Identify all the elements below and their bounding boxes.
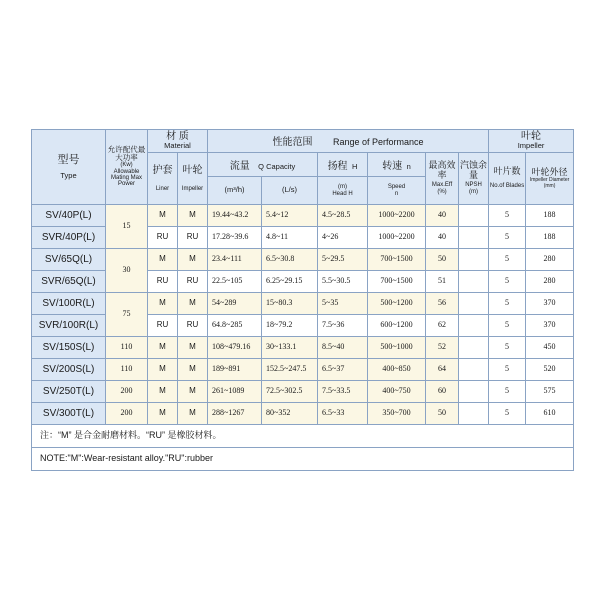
npsh-header [459, 153, 489, 205]
impeller-header [178, 153, 208, 205]
power-cell: 75 [106, 293, 148, 337]
performance-header-en: Range of Performance [332, 137, 424, 148]
flow-m3h-cell: 22.5~105 [208, 271, 262, 293]
speed-cell: 1000~2200 [368, 227, 426, 249]
diameter-cell: 520 [526, 359, 574, 381]
blades-cell: 5 [489, 293, 526, 315]
head-cell: 8.5~40 [318, 337, 368, 359]
blades-cell: 5 [489, 403, 526, 425]
diameter-header-en: Impeller Diameter (mm) [529, 177, 570, 189]
table-row [32, 381, 574, 403]
liner-cell: M [148, 381, 178, 403]
note-cn: 注：“M” 是合金耐磨材料。“RU” 是橡胶材料。 [32, 425, 574, 448]
eff-cell: 60 [426, 381, 459, 403]
flow-m3h-cell: 108~479.16 [208, 337, 262, 359]
blades-header-cn: 叶片数 [493, 166, 521, 177]
blades-cell: 5 [489, 337, 526, 359]
blades-cell: 5 [489, 359, 526, 381]
npsh-cell [459, 381, 489, 403]
npsh-cell [459, 249, 489, 271]
speed-cell: 400~850 [368, 359, 426, 381]
eff-cell: 40 [426, 227, 459, 249]
power-cell: 30 [106, 249, 148, 293]
type-cell: SV/40P(L) [32, 205, 106, 227]
speed-unit-cell [368, 177, 426, 205]
speed-cell: 600~1200 [368, 315, 426, 337]
speed-header-cn: 转速 [382, 160, 403, 172]
type-header [32, 130, 106, 205]
blades-cell: 5 [489, 271, 526, 293]
speed-cell: 500~1200 [368, 293, 426, 315]
eff-header [426, 153, 459, 205]
type-cell: SV/300T(L) [32, 403, 106, 425]
flow-ls-cell: 18~79.2 [262, 315, 318, 337]
diameter-cell: 280 [526, 249, 574, 271]
diameter-cell: 280 [526, 271, 574, 293]
npsh-cell [459, 315, 489, 337]
diameter-cell: 610 [526, 403, 574, 425]
head-header [318, 153, 368, 177]
blades-cell: 5 [489, 227, 526, 249]
table-row [32, 293, 574, 315]
liner-cell: RU [148, 227, 178, 249]
material-header [148, 130, 208, 153]
type-header-en: Type [60, 170, 77, 180]
impeller-cell: M [178, 337, 208, 359]
flow-ls-cell: 152.5~247.5 [262, 359, 318, 381]
speed-unit: n [394, 190, 399, 197]
eff-header-cn: 最高效率 [428, 160, 456, 180]
diameter-cell: 188 [526, 227, 574, 249]
impeller-cell: M [178, 403, 208, 425]
liner-cell: M [148, 403, 178, 425]
type-cell: SV/100R(L) [32, 293, 106, 315]
impeller-cell: M [178, 205, 208, 227]
speed-header [368, 153, 426, 177]
npsh-header-unit: (m) [469, 188, 479, 195]
type-cell: SV/65Q(L) [32, 249, 106, 271]
liner-header-cn: 护套 [152, 164, 173, 176]
diameter-cell: 450 [526, 337, 574, 359]
power-header-en: Allowable Mating Max Power [110, 168, 142, 188]
head-cell: 5~35 [318, 293, 368, 315]
diameter-cell: 370 [526, 315, 574, 337]
speed-header-sym: n [406, 161, 411, 171]
speed-unit-en: Speed [387, 183, 406, 190]
blades-cell: 5 [489, 205, 526, 227]
impeller-cell: RU [178, 271, 208, 293]
power-header-cn: 允许配代最大功率 [107, 145, 146, 163]
table-row [32, 205, 574, 227]
type-cell: SV/150S(L) [32, 337, 106, 359]
speed-cell: 400~750 [368, 381, 426, 403]
power-cell: 110 [106, 359, 148, 381]
diameter-cell: 575 [526, 381, 574, 403]
impeller-header-en: Impeller [181, 185, 204, 192]
head-unit: (m) [338, 183, 347, 190]
liner-cell: M [148, 359, 178, 381]
flow-header-cn: 流量 [229, 160, 250, 172]
eff-header-en: Max.Eff [431, 182, 453, 189]
blades-cell: 5 [489, 315, 526, 337]
table-row [32, 249, 574, 271]
type-cell: SVR/65Q(L) [32, 271, 106, 293]
flow-ls-cell: 80~352 [262, 403, 318, 425]
impeller-header-cn: 叶轮 [182, 164, 203, 176]
flow-unit-ls: (L/s) [262, 177, 318, 205]
liner-cell: M [148, 293, 178, 315]
diameter-header-cn: 叶轮外径 [531, 166, 568, 177]
table-row [32, 337, 574, 359]
impeller-group-cn: 叶轮 [521, 131, 542, 143]
npsh-cell [459, 359, 489, 381]
power-header-unit: (Kw) [120, 162, 133, 169]
liner-cell: RU [148, 315, 178, 337]
head-cell: 6.5~37 [318, 359, 368, 381]
flow-ls-cell: 5.4~12 [262, 205, 318, 227]
type-cell: SV/250T(L) [32, 381, 106, 403]
power-header [106, 130, 148, 205]
blades-cell: 5 [489, 249, 526, 271]
performance-header-cn: 性能范围 [272, 137, 313, 149]
diameter-header [526, 153, 574, 205]
flow-header-en: Q Capacity [258, 161, 296, 171]
impeller-cell: M [178, 249, 208, 271]
npsh-cell [459, 337, 489, 359]
head-cell: 5~29.5 [318, 249, 368, 271]
npsh-cell [459, 293, 489, 315]
notes-row-en [32, 448, 574, 471]
flow-m3h-cell: 23.4~111 [208, 249, 262, 271]
head-unit-en: Head H [332, 190, 353, 197]
speed-cell: 1000~2200 [368, 205, 426, 227]
flow-ls-cell: 6.25~29.15 [262, 271, 318, 293]
impeller-group-header [489, 130, 574, 153]
eff-cell: 50 [426, 249, 459, 271]
note-en: NOTE:"M":Wear-resistant alloy."RU":rubber [32, 448, 574, 471]
eff-cell: 51 [426, 271, 459, 293]
table-row [32, 359, 574, 381]
liner-cell: RU [148, 271, 178, 293]
eff-header-unit: (%) [437, 188, 447, 195]
impeller-cell: M [178, 293, 208, 315]
eff-cell: 56 [426, 293, 459, 315]
npsh-cell [459, 227, 489, 249]
npsh-cell [459, 205, 489, 227]
flow-m3h-cell: 54~289 [208, 293, 262, 315]
material-header-en: Material [164, 141, 191, 151]
type-header-cn: 型号 [57, 153, 80, 166]
npsh-header-en: NPSH [465, 182, 482, 189]
head-cell: 4~26 [318, 227, 368, 249]
flow-ls-cell: 30~133.1 [262, 337, 318, 359]
power-cell: 15 [106, 205, 148, 249]
impeller-cell: M [178, 381, 208, 403]
impeller-group-en: Impeller [517, 141, 545, 151]
flow-m3h-cell: 189~891 [208, 359, 262, 381]
impeller-cell: M [178, 359, 208, 381]
material-header-cn: 材 质 [166, 131, 189, 143]
flow-unit-m3h: (m³/h) [208, 177, 262, 205]
type-cell: SVR/100R(L) [32, 315, 106, 337]
head-unit-cell [318, 177, 368, 205]
eff-cell: 50 [426, 403, 459, 425]
flow-ls-cell: 4.8~11 [262, 227, 318, 249]
flow-ls-cell: 6.5~30.8 [262, 249, 318, 271]
eff-cell: 52 [426, 337, 459, 359]
liner-cell: M [148, 249, 178, 271]
impeller-cell: RU [178, 227, 208, 249]
liner-header-en: Liner [155, 185, 170, 192]
flow-header [208, 153, 318, 177]
liner-cell: M [148, 205, 178, 227]
eff-cell: 40 [426, 205, 459, 227]
flow-m3h-cell: 261~1089 [208, 381, 262, 403]
notes-row-cn [32, 425, 574, 448]
flow-m3h-cell: 17.28~39.6 [208, 227, 262, 249]
type-cell: SVR/40P(L) [32, 227, 106, 249]
type-cell: SV/200S(L) [32, 359, 106, 381]
head-header-sym: H [352, 161, 358, 171]
power-cell: 200 [106, 403, 148, 425]
flow-m3h-cell: 288~1267 [208, 403, 262, 425]
performance-table [31, 129, 574, 471]
speed-cell: 350~700 [368, 403, 426, 425]
blades-cell: 5 [489, 381, 526, 403]
performance-header [208, 130, 489, 153]
diameter-cell: 370 [526, 293, 574, 315]
power-cell: 110 [106, 337, 148, 359]
flow-m3h-cell: 64.8~285 [208, 315, 262, 337]
speed-cell: 700~1500 [368, 249, 426, 271]
blades-header-en: No.of Blades [489, 183, 525, 190]
liner-header [148, 153, 178, 205]
speed-cell: 500~1000 [368, 337, 426, 359]
head-cell: 7.5~33.5 [318, 381, 368, 403]
impeller-cell: RU [178, 315, 208, 337]
flow-ls-cell: 72.5~302.5 [262, 381, 318, 403]
flow-m3h-cell: 19.44~43.2 [208, 205, 262, 227]
npsh-header-cn: 汽蚀余量 [460, 160, 488, 180]
head-cell: 6.5~33 [318, 403, 368, 425]
eff-cell: 64 [426, 359, 459, 381]
head-cell: 7.5~36 [318, 315, 368, 337]
blades-header [489, 153, 526, 205]
head-cell: 4.5~28.5 [318, 205, 368, 227]
head-cell: 5.5~30.5 [318, 271, 368, 293]
diameter-cell: 188 [526, 205, 574, 227]
npsh-cell [459, 271, 489, 293]
power-cell: 200 [106, 381, 148, 403]
liner-cell: M [148, 337, 178, 359]
npsh-cell [459, 403, 489, 425]
speed-cell: 700~1500 [368, 271, 426, 293]
eff-cell: 62 [426, 315, 459, 337]
flow-ls-cell: 15~80.3 [262, 293, 318, 315]
table-row [32, 403, 574, 425]
head-header-cn: 扬程 [327, 160, 348, 172]
performance-table-container [31, 129, 573, 471]
